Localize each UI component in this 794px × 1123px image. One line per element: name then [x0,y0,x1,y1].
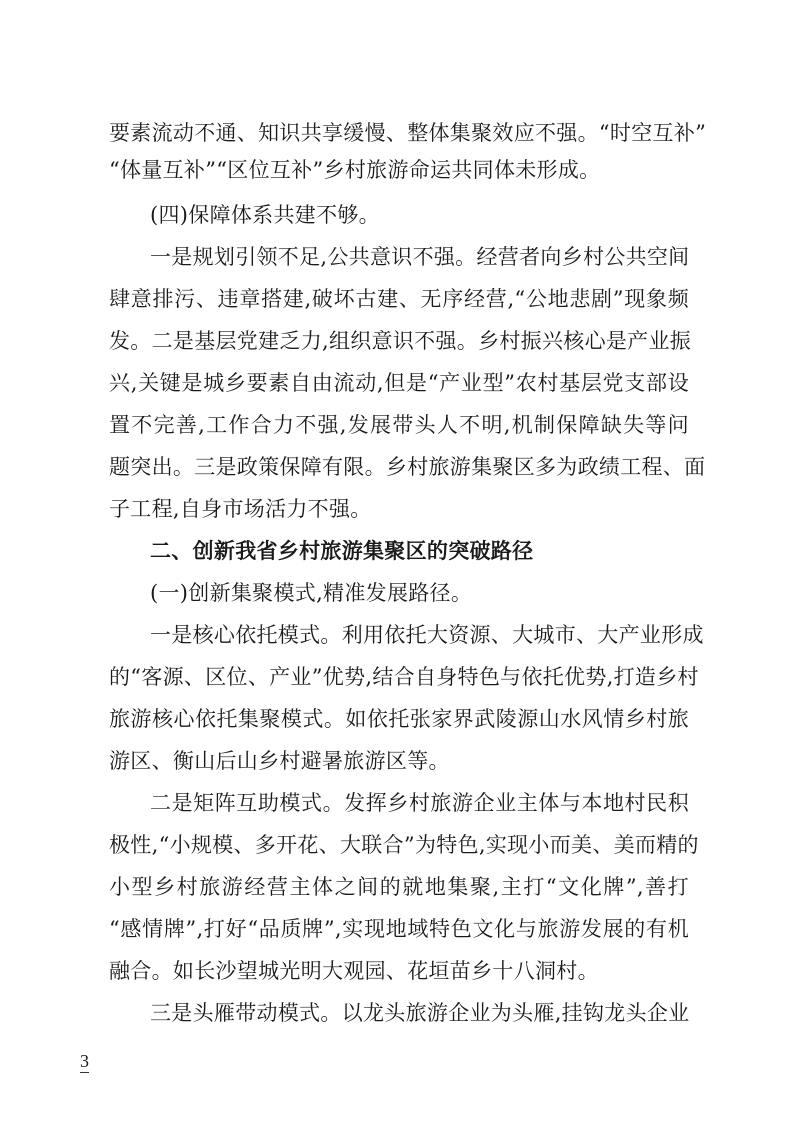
body-text-line: 旅游核心依托集聚模式。如依托张家界武陵源山水风情乡村旅 [109,707,689,731]
body-text-line: 融合。如长沙望城光明大观园、花垣苗乡十八洞村。 [109,959,599,983]
page-number: 3 [80,1051,89,1071]
body-text-line: 置不完善,工作合力不强,发展带头人不明,机制保障缺失等问 [109,413,689,437]
subsection-heading: (四)保障体系共建不够。 [150,203,380,227]
body-text-line: 题突出。三是政策保障有限。乡村旅游集聚区多为政绩工程、面 [109,455,706,479]
body-text-line: 一是核心依托模式。利用依托大资源、大城市、大产业形成 [150,623,704,647]
body-text-line: 子工程,自身市场活力不强。 [109,497,372,521]
body-text-line: 三是头雁带动模式。以龙头旅游企业为头雁,挂钩龙头企业 [150,1001,690,1025]
body-text-line: 二是矩阵互助模式。发挥乡村旅游企业主体与本地村民积 [150,791,689,815]
body-text-line: “体量互补”“区位互补”乡村旅游命运共同体未形成。 [109,158,601,182]
body-text-line: 小型乡村旅游经营主体之间的就地集聚,主打“文化牌”,善打 [109,875,689,899]
body-text-line: 极性,“小规模、多开花、大联合”为特色,实现小而美、美而精的 [109,833,699,857]
body-text-line: 的“客源、区位、产业”优势,结合自身特色与依托优势,打造乡村 [109,665,699,689]
body-text-line: 一是规划引领不足,公共意识不强。经营者向乡村公共空间 [150,245,690,269]
body-text-line: 要素流动不通、知识共享缓慢、整体集聚效应不强。“时空互补” [109,121,707,145]
body-text-line: 兴,关键是城乡要素自由流动,但是“产业型”农村基层党支部设 [109,371,689,395]
body-text-line: 游区、衡山后山乡村避暑旅游区等。 [109,749,450,773]
body-text-line: 肆意排污、违章搭建,破坏古建、无序经营,“公地悲剧”现象频 [109,287,689,311]
body-text-line: “感情牌”,打好“品质牌”,实现地域特色文化与旅游发展的有机 [109,917,689,941]
subsection-heading: (一)创新集聚模式,精准发展路径。 [150,581,473,605]
body-text-line: 发。二是基层党建乏力,组织意识不强。乡村振兴核心是产业振 [109,329,692,353]
section-heading: 二、创新我省乡村旅游集聚区的突破路径 [150,539,534,563]
